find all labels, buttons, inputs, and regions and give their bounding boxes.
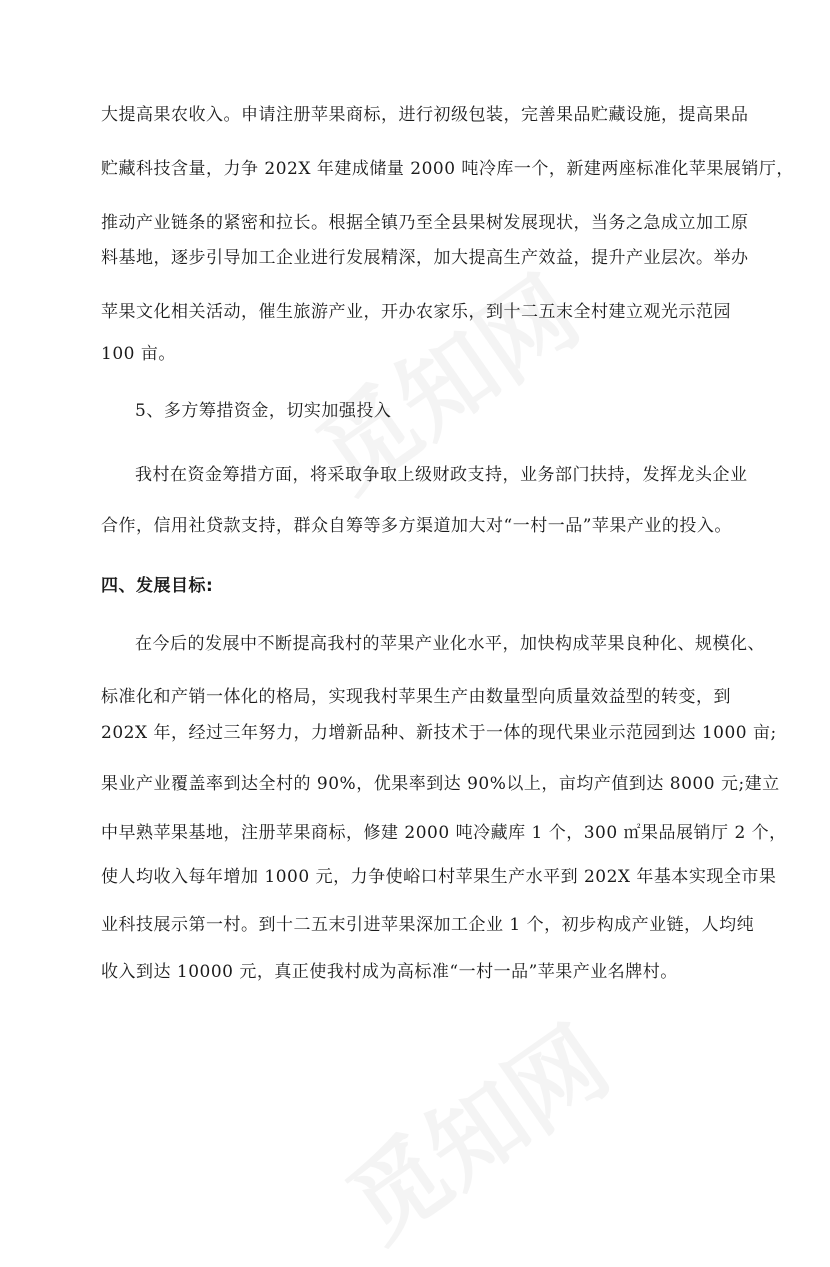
paragraph-line: 大提高果农收入。申请注册苹果商标，进行初级包装，完善果品贮藏设施，提高果品 bbox=[101, 105, 749, 125]
item-title: 5、多方筹措资金，切实加强投入 bbox=[135, 401, 392, 421]
section-heading: 四、发展目标: bbox=[101, 576, 214, 596]
paragraph-line: 在今后的发展中不断提高我村的苹果产业化水平，加快构成苹果良种化、规模化、 bbox=[135, 634, 765, 654]
paragraph-line: 业科技展示第一村。到十二五末引进苹果深加工企业 1 个，初步构成产业链，人均纯 bbox=[101, 915, 755, 935]
paragraph-line: 苹果文化相关活动，催生旅游产业，开办农家乐，到十二五末全村建立观光示范园 bbox=[101, 302, 731, 322]
paragraph-line: 贮藏科技含量，力争 202X 年建成储量 2000 吨冷库一个，新建两座标准化苹果展销厅， bbox=[101, 159, 794, 179]
paragraph-line: 使人均收入每年增加 1000 元，力争使峪口村苹果生产水平到 202X 年基本实现全市果 bbox=[101, 867, 777, 887]
paragraph-line: 果业产业覆盖率到达全村的 90%，优果率到达 90%以上，亩均产值到达 8000 元;建立 bbox=[101, 774, 780, 794]
paragraph-line: 我村在资金筹措方面，将采取争取上级财政支持，业务部门扶持，发挥龙头企业 bbox=[135, 465, 748, 485]
paragraph-line: 202X 年，经过三年努力，力增新品种、新技术于一体的现代果业示范园到达 1000 亩; bbox=[101, 723, 777, 743]
paragraph-line: 中早熟苹果基地，注册苹果商标，修建 2000 吨冷藏库 1 个，300 ㎡果品展销厅 2 个， bbox=[101, 823, 787, 843]
paragraph-line: 收入到达 10000 元，真正使我村成为高标准“一村一品”苹果产业名牌村。 bbox=[101, 962, 678, 982]
paragraph-line: 合作，信用社贷款支持，群众自筹等多方渠道加大对“一村一品”苹果产业的投入。 bbox=[101, 516, 732, 536]
watermark bbox=[317, 990, 631, 1267]
paragraph-line: 推动产业链条的紧密和拉长。根据全镇乃至全县果树发展现状，当务之急成立加工原 bbox=[101, 213, 749, 233]
paragraph-line: 标准化和产销一体化的格局，实现我村苹果生产由数量型向质量效益型的转变，到 bbox=[101, 687, 731, 707]
paragraph-line: 100 亩。 bbox=[101, 344, 176, 364]
paragraph-line: 料基地，逐步引导加工企业进行发展精深，加大提高生产效益，提升产业层次。举办 bbox=[101, 248, 749, 268]
